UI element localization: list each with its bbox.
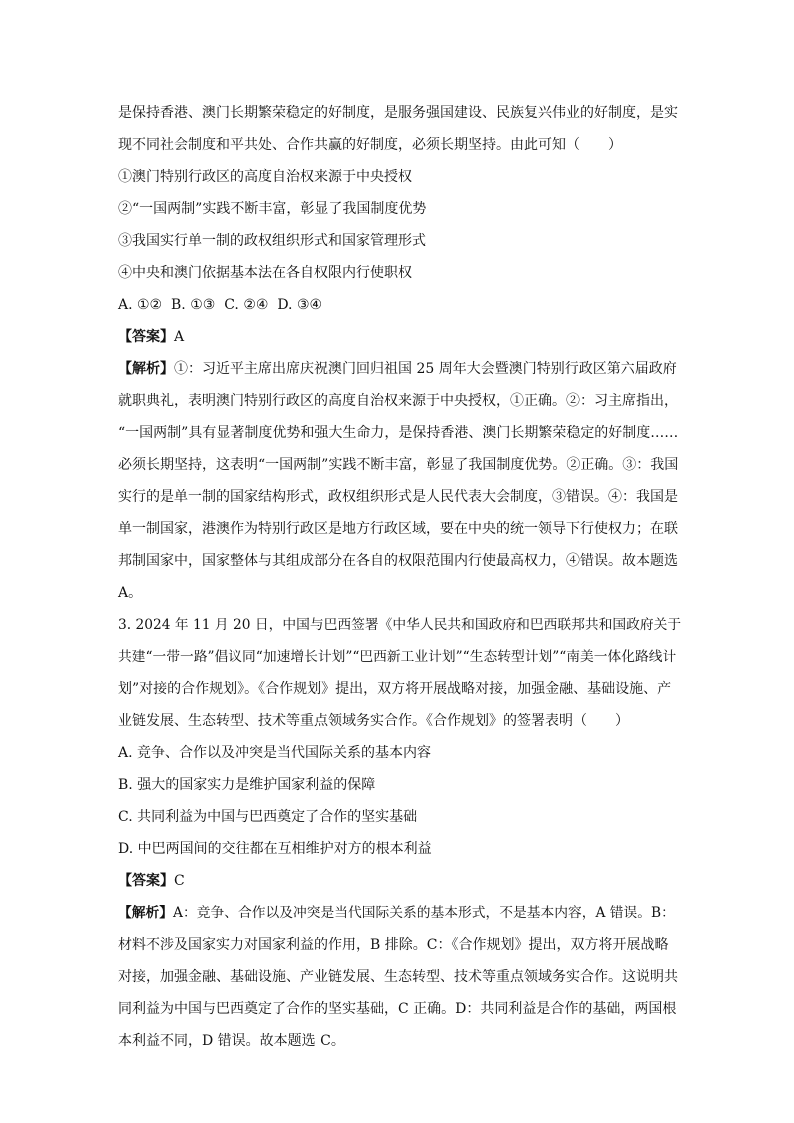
q3-stem-line-1: 3. 2024 年 11 月 20 日，中国与巴西签署《中华人民共和国政府和巴西联邦共和国政府关于 bbox=[118, 617, 682, 633]
q2-analysis-line-5: 实行的是单一制的国家结构形式，政权组织形式是人民代表大会制度，③错误。④：我国是 bbox=[118, 489, 678, 505]
q2-item-1: ①澳门特别行政区的高度自治权来源于中央授权 bbox=[118, 169, 412, 185]
q2-item-3: ③我国实行单一制的政权组织形式和国家管理形式 bbox=[118, 233, 426, 249]
q3-option-b: B. 强大的国家实力是维护国家利益的保障 bbox=[118, 777, 376, 793]
document-page bbox=[118, 97, 684, 1057]
q2-answer-label: 【答案】 bbox=[118, 329, 174, 345]
q3-stem-line-3: 划”对接的合作规划》。《合作规划》提出，双方将开展战略对接，加强金融、基础设施、产 bbox=[118, 681, 672, 697]
q3-option-c: C. 共同利益为中国与巴西奠定了合作的坚实基础 bbox=[118, 809, 418, 825]
q3-option-a: A. 竞争、合作以及冲突是当代国际关系的基本内容 bbox=[118, 745, 432, 761]
q3-analysis-line-1 bbox=[118, 897, 684, 929]
q3-option-d: D. 中巴两国间的交往都在互相维护对方的根本利益 bbox=[118, 841, 432, 857]
q2-options: A. ①② B. ①③ C. ②④ D. ③④ bbox=[118, 297, 323, 313]
q3-answer bbox=[118, 865, 684, 897]
q3-stem-line-4: 业链发展、生态转型、技术等重点领域务实合作。《合作规划》的签署表明（ ） bbox=[118, 713, 629, 729]
q3-analysis-line-4: 同利益为中国与巴西奠定了合作的坚实基础，C 正确。D：共同利益是合作的基础，两国根 bbox=[118, 1001, 677, 1017]
q2-answer bbox=[118, 321, 684, 353]
q2-analysis-line-2: 就职典礼，表明澳门特别行政区的高度自治权来源于中央授权，①正确。②：习主席指出， bbox=[118, 393, 678, 409]
q3-analysis-line-2: 材料不涉及国家实力对国家利益的作用，B 排除。C：《合作规划》提出，双方将开展战略 bbox=[118, 937, 669, 953]
q3-answer-value: C bbox=[174, 873, 185, 889]
q2-analysis-line-7: 邦制国家中，国家整体与其组成部分在各自的权限范围内行使最高权力，④错误。故本题选 bbox=[118, 553, 678, 569]
q3-analysis-text-1: A：竞争、合作以及冲突是当代国际关系的基本形式，不是基本内容，A 错误。B： bbox=[173, 905, 675, 921]
q3-analysis-line-3: 对接，加强金融、基础设施、产业链发展、生态转型、技术等重点领域务实合作。这说明共 bbox=[118, 969, 678, 985]
q2-item-2: ②“一国两制”实践不断丰富，彰显了我国制度优势 bbox=[118, 201, 427, 217]
q3-stem-line-2: 共建“一带一路”倡议同“加速增长计划”“巴西新工业计划”“生态转型计划”“南美一体化路线计 bbox=[118, 649, 677, 665]
q2-analysis-line-6: 单一制国家，港澳作为特别行政区是地方行政区域，要在中央的统一领导下行使权力；在联 bbox=[118, 521, 678, 537]
q2-analysis-text-1: ①：习近平主席出席庆祝澳门回归祖国 25 周年大会暨澳门特别行政区第六届政府 bbox=[174, 361, 677, 377]
q2-item-4: ④中央和澳门依据基本法在各自权限内行使职权 bbox=[118, 265, 412, 281]
q2-answer-value: A bbox=[174, 329, 185, 345]
q3-answer-label: 【答案】 bbox=[118, 873, 174, 889]
q2-analysis-label: 【解析】 bbox=[118, 361, 174, 377]
q2-analysis-line-8: A。 bbox=[118, 585, 143, 601]
q2-analysis-line-1 bbox=[118, 353, 684, 385]
q3-analysis-label: 【解析】 bbox=[118, 905, 174, 921]
q3-analysis-line-5: 本利益不同，D 错误。故本题选 C。 bbox=[118, 1033, 345, 1049]
q2-stem-line-2: 现不同社会制度和平共处、合作共赢的好制度，必须长期坚持。由此可知（ ） bbox=[118, 137, 622, 153]
q2-analysis-line-3: “一国两制”具有显著制度优势和强大生命力，是保持香港、澳门长期繁荣稳定的好制度…… bbox=[118, 425, 679, 441]
q2-stem-line-1: 是保持香港、澳门长期繁荣稳定的好制度，是服务强国建设、民族复兴伟业的好制度，是实 bbox=[118, 105, 678, 121]
q2-analysis-line-4: 必须长期坚持，这表明“一国两制”实践不断丰富，彰显了我国制度优势。②正确。③：我国 bbox=[118, 457, 679, 473]
